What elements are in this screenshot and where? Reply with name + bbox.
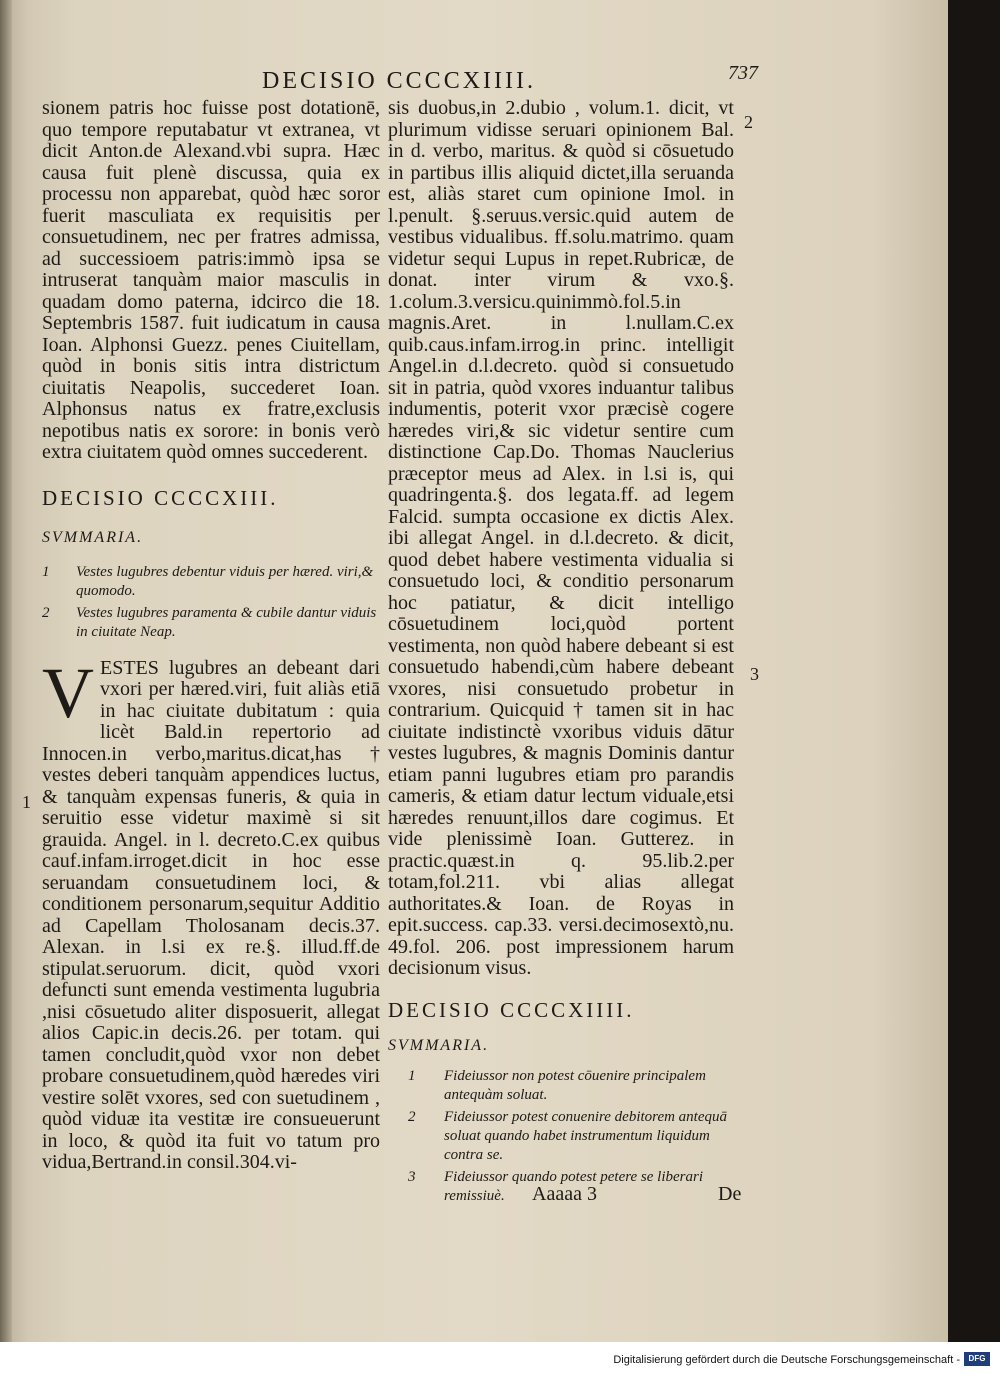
signature-mark: Aaaaa 3 [532, 1183, 597, 1205]
summary-item-number: 1 [42, 563, 50, 580]
margin-number-left: 1 [22, 792, 31, 812]
right-paragraph-1: sis duobus,in 2.dubio , volum.1. dicit, vt plurimum vidisse seruari opinionem Bal. in d. verbo, maritus. & quòd si cōsuetudo in partibus illis aliquid dictet,illa seruanda est, aliàs staret cum opinione Imol. in l.penult. §.seruus.versic.quid autem de vestibus vidualibus. ff.solu.matrimo. quam videtur sequi Lupus in repet.Rubricæ, de donat. inter virum & vxo.§. 1.colum.3.versicu.quinimmò.fol.5.in magnis.Aret. in l.nullam.C.ex quib.caus.infam.irrog.in princ. intelligit Angel.in d.l.decreto. quòd si consuetudo sit in patria, quòd vxores induantur talibus indumentis, poterit vxor præcisè cogere hæredes viri,& sic videtur sentire cum distinctione Cap.Do. Thomas Nauclerius præceptor meus ad Alex. in l.si is, qui quadringenta.§. dos legata.ff. ad legem Falcid. sumpta occasione ex dictis Alex. ibi allegat Angel. in d.l.decreto. & dicit, quod debet habere vestimenta vidualia si consuetudo loci, & conditio personarum hoc patiatur, & dicit intelligo cōsuetudinem loci,quòd portent vestimenta, non quòd habere debeant si est consuetudo habendi,cùm habere debeant vxores, nisi consuetudo probetur in contrarium. Quicquid † tamen sit in hac ciuitate indistinctè vxoribus viduis dātur vestes lugubres, & magnis Dominis dantur etiam panni lugubres etiam pro parandis cameris, & etiam datur lectum viduale,etsi hæredes renuunt,illos dare cogimus. Et vide plenissimè Ioan. Gutterez. in practic.quæst.in q. 95.lib.2.per totam,fol.211. vbi alias allegat authoritates.& Ioan. de Royas in epit.success. cap.33. versi.decimosextò,nu. 49.fol. 206. post impressionem harum decisionum visus. [388, 97, 734, 979]
summary-item-number: 2 [408, 1108, 416, 1125]
dfg-logo-icon: DFG [964, 1352, 990, 1366]
margin-number-right-3: 3 [750, 664, 759, 684]
running-title: DECISIO CCCCXIIII. [262, 68, 536, 94]
left-paragraph-1: sionem patris hoc fuisse post dotationē, quo tempore reputabatur vt extranea, vt dicit Anton.de Alexand.vbi supra. Hæc causa fuit plenè discussa, quia ex processu non apparebat, quòd hæc soror fuerit masculiata ex requisitis per consuetudinem, nec per fratres admissa, ad successioem patris:immò ipsa se intruserat tanquàm maior masculis in quadam domo paterna, idcirco die 18. Septembris 1587. fuit iudicatum in causa Ioan. Alphonsi Guezz. penes Ciuitellam, quòd in bonis sitis intra districtum ciuitatis Neapolis, succederet Ioan. Alphonsus natus ex fratre,exclusis nepotibus natis ex sorore: in bonis verò extra ciuitatem quòd omnes succederent. [42, 97, 380, 463]
summary-item [388, 1108, 734, 1165]
decisio-heading-right: DECISIO CCCCXIIII. [388, 997, 635, 1022]
summary-item-text: Fideiussor potest conuenire debitorem antequā soluat quando habet instrumentum liquidum contra se. [444, 1108, 728, 1163]
margin-number-right-2: 2 [744, 112, 753, 132]
decisio-heading-left: DECISIO CCCCXIII. [42, 485, 279, 510]
summary-item [388, 1067, 734, 1105]
summary-item-text: Vestes lugubres debentur viduis per hæred. viri,& quomodo. [76, 563, 374, 599]
digitization-credit: Digitalisierung gefördert durch die Deutsche Forschungsgemeinschaft - [613, 1354, 960, 1366]
catchword: De [718, 1183, 742, 1205]
left-paragraph-2 [42, 652, 380, 1174]
summaria-heading-left: SVMMARIA. [42, 529, 144, 546]
summary-item-number: 1 [408, 1067, 416, 1084]
summary-item-number: 2 [42, 604, 50, 621]
left-paragraph-2-text: ESTES lugubres an debeant dari vxori per hæred.viri, fuit aliàs etiā in hac ciuitate dubitatum : quia licèt Bald.in repertorio ad Innocen.in verbo,maritus.dicat,has † vestes deberi tanquàm appendices luctus, & tanquàm expensas funeris, & quia in seruitio esse videtur maximè si sit grauida. Angel. in l. decreto.C.ex quibus cauf.infam.irroget.dicit in hoc esse seruandam consuetudinem loci, & conditionem personarum,sequitur Additio ad Capellam Tholosanam decis.37. Alexan. in l.si ex re.§. illud.ff.de stipulat.seruorum. dicit, quòd vxori defuncti sunt emenda vestimenta lugubria ,nisi cōsuetudo aliter disposuerit, allegat alios Capic.in decis.26. per totam. qui tamen concludit,quòd vxor non debet probare consuetudinem,quòd hæredes viri vestire solēt vxores, sed con suetudinem , quòd viduæ ita vestitæ ire consueuerunt in loco, & quòd ita fuit vo tatum pro vidua,Bertrand.in consil.304.vi- [42, 656, 380, 1173]
right-column [388, 98, 734, 1206]
scan-background [948, 0, 1000, 1342]
summary-item-number: 3 [408, 1168, 416, 1185]
summary-item [42, 563, 380, 601]
summary-item-text: Vestes lugubres paramenta & cubile dantur viduis in ciuitate Neap. [76, 604, 377, 640]
drop-cap: V [42, 652, 94, 733]
page-number: 737 [728, 62, 758, 84]
summary-item-text: Fideiussor non potest cōuenire principalem antequàm soluat. [444, 1067, 706, 1103]
summaria-heading-right: SVMMARIA. [388, 1037, 490, 1054]
summary-item-text: Fideiussor quando potest petere se liberari remissiuè. [444, 1168, 703, 1204]
left-column [42, 98, 380, 1174]
summary-item [42, 604, 380, 642]
